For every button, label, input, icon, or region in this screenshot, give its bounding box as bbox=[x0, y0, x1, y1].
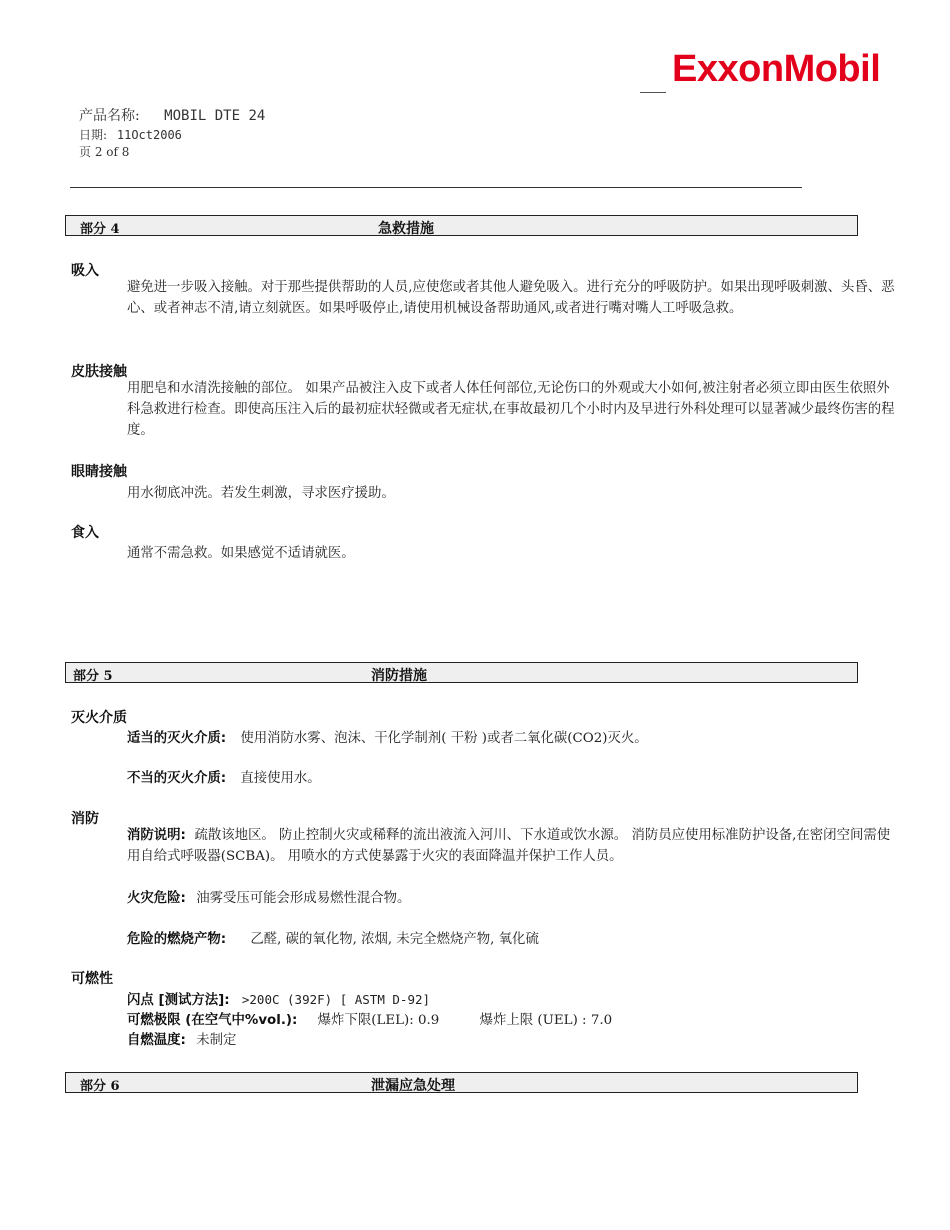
eye-contact-text: 用水彻底冲洗。若发生刺激，寻求医疗援助。 bbox=[127, 486, 395, 501]
combustion-products-label: 危险的燃烧产物: bbox=[127, 932, 227, 947]
firefighting-instructions-label: 消防说明: bbox=[127, 828, 186, 843]
unsuitable-media-label: 不当的灭火介质: bbox=[127, 771, 227, 786]
firefighting-instructions bbox=[127, 825, 897, 867]
skin-contact-heading: 皮肤接触 bbox=[71, 364, 127, 380]
header-rule bbox=[70, 187, 802, 188]
autoignition-value: 未制定 bbox=[196, 1033, 237, 1048]
flash-point-line bbox=[127, 989, 430, 1008]
ingestion-heading: 食入 bbox=[71, 525, 99, 541]
date-line bbox=[79, 126, 182, 143]
flammable-limits-line bbox=[127, 1009, 612, 1028]
section-4-bar bbox=[65, 215, 858, 236]
inhalation-heading: 吸入 bbox=[71, 263, 99, 279]
exxonmobil-logo: ExxonMobil bbox=[672, 48, 881, 90]
product-name-line bbox=[79, 105, 265, 125]
firefighting-heading: 消防 bbox=[71, 811, 99, 827]
fire-hazards-label: 火灾危险: bbox=[127, 891, 186, 906]
section-5-title: 消防措施 bbox=[371, 668, 427, 684]
flammable-limits-label: 可燃极限 (在空气中%vol.): bbox=[127, 1013, 298, 1028]
section-4-number: 部分 4 bbox=[80, 222, 120, 237]
unsuitable-media-text: 直接使用水。 bbox=[240, 771, 321, 786]
combustion-products-text: 乙醛, 碳的氧化物, 浓烟, 未完全燃烧产物, 氧化硫 bbox=[250, 932, 539, 947]
skin-contact-text: 用肥皂和水清洗接触的部位。 如果产品被注入皮下或者人体任何部位,无论伤口的外观或大小如何,被注射者必须立即由医生依照外科急救进行检查。即使高压注入后的最初症状轻微或者无症状,在事故最初几个小时内及早进行外科处理可以显著减少最终伤害的程度。 bbox=[127, 381, 895, 438]
inhalation-text: 避免进一步吸入接触。对于那些提供帮助的人员,应使您或者其他人避免吸入。进行充分的呼吸防护。如果出现呼吸刺激、头昏、恶心、或者神志不清,请立刻就医。如果呼吸停止,请使用机械设备帮助通风,或者进行嘴对嘴人工呼吸急救。 bbox=[127, 280, 895, 316]
unsuitable-media-line bbox=[127, 767, 321, 786]
autoignition-line bbox=[127, 1029, 236, 1048]
fire-hazards-text: 油雾受压可能会形成易燃性混合物。 bbox=[196, 891, 411, 906]
product-label: 产品名称: bbox=[79, 108, 140, 124]
logo-dash bbox=[640, 92, 666, 93]
ingestion-text: 通常不需急救。如果感觉不适请就医。 bbox=[127, 546, 355, 561]
eye-contact-heading: 眼睛接触 bbox=[71, 464, 127, 480]
fire-hazards-line bbox=[127, 887, 410, 906]
section-6-bar bbox=[65, 1072, 858, 1093]
section-4-title: 急救措施 bbox=[378, 221, 434, 237]
page-number: 页 2 of 8 bbox=[79, 145, 130, 159]
autoignition-label: 自燃温度: bbox=[127, 1033, 186, 1048]
product-name: MOBIL DTE 24 bbox=[164, 108, 266, 124]
date-value: 11Oct2006 bbox=[116, 128, 182, 142]
uel-text: 爆炸上限 (UEL) : 7.0 bbox=[479, 1013, 613, 1028]
section-6-title: 泄漏应急处理 bbox=[371, 1078, 455, 1094]
combustion-products-line bbox=[127, 928, 539, 947]
suitable-media-text: 使用消防水雾、泡沫、干化学制剂( 干粉 )或者二氧化碳(CO2)灭火。 bbox=[240, 731, 648, 746]
flash-point-value: >200C (392F) [ ASTM D-92] bbox=[241, 992, 431, 1007]
section-5-bar bbox=[65, 662, 858, 683]
section-5-number: 部分 5 bbox=[73, 669, 113, 684]
date-label: 日期: bbox=[79, 128, 108, 142]
firefighting-instructions-text: 疏散该地区。 防止控制火灾或稀释的流出液流入河川、下水道或饮水源。 消防员应使用标准防护设备,在密闭空间需使用自给式呼吸器(SCBA)。 用喷水的方式使暴露于火灾的表面降温并保护工作人员。 bbox=[127, 828, 891, 864]
flash-point-label: 闪点 [测试方法]: bbox=[127, 993, 230, 1008]
suitable-media-label: 适当的灭火介质: bbox=[127, 731, 227, 746]
lel-text: 爆炸下限(LEL): 0.9 bbox=[317, 1013, 440, 1028]
flammability-heading: 可燃性 bbox=[71, 971, 113, 987]
extinguishing-media-heading: 灭火介质 bbox=[71, 710, 127, 726]
section-6-number: 部分 6 bbox=[80, 1079, 120, 1094]
suitable-media-line bbox=[127, 727, 648, 746]
